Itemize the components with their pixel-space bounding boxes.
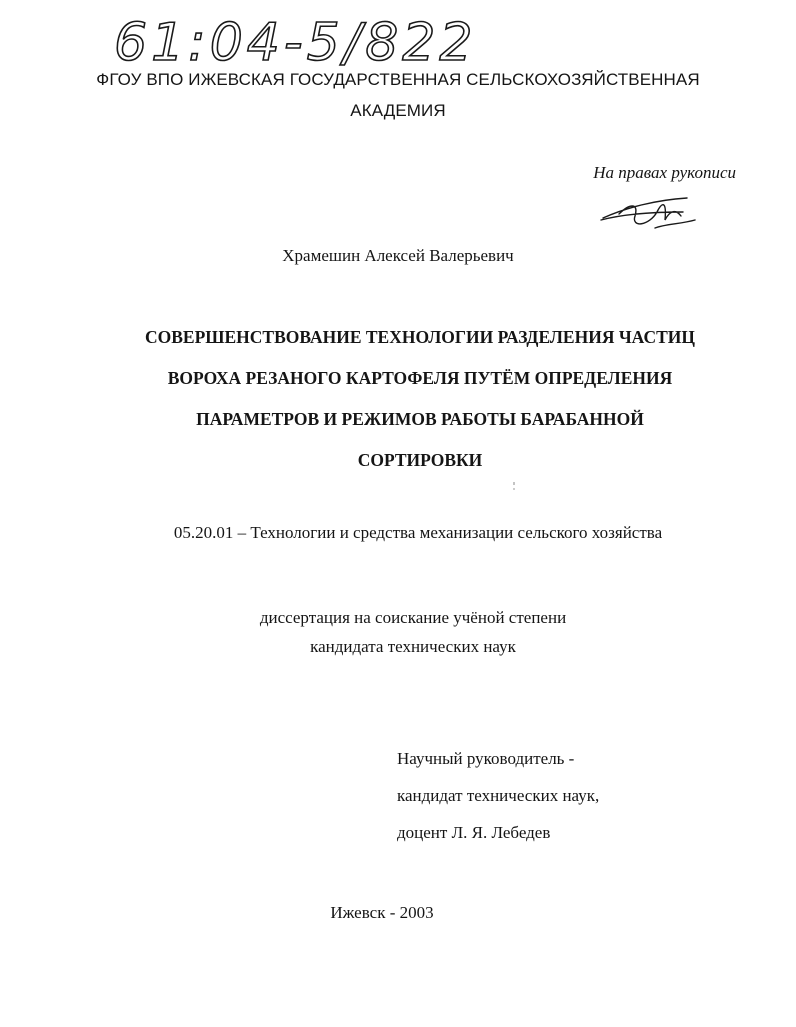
specialty-code: 05.20.01 – Технологии и средства механизации сельского хозяйства bbox=[173, 523, 663, 542]
degree-line-2: кандидата технических наук bbox=[310, 637, 516, 656]
institution-line-2: АКАДЕМИЯ bbox=[350, 101, 446, 120]
handwritten-number-text: 61:04-5/822 bbox=[114, 13, 477, 73]
supervisor-line-2: кандидат технических наук, bbox=[397, 786, 600, 805]
title-line: ПАРАМЕТРОВ И РЕЖИМОВ РАБОТЫ БАРАБАННОЙ bbox=[196, 409, 644, 429]
title-line: СОРТИРОВКИ bbox=[357, 450, 483, 470]
supervisor-line-1: Научный руководитель - bbox=[397, 749, 575, 768]
author-name: Храмешин Алексей Валерьевич bbox=[282, 246, 514, 265]
title-line: СОВЕРШЕНСТВОВАНИЕ ТЕХНОЛОГИИ РАЗДЕЛЕНИЯ ЧАСТИЦ bbox=[145, 327, 695, 347]
institution-header bbox=[0, 64, 796, 126]
manuscript-rights-note: На правах рукописи bbox=[593, 163, 736, 182]
dissertation-title bbox=[0, 317, 796, 481]
signature bbox=[595, 190, 705, 232]
degree-statement bbox=[0, 603, 796, 661]
supervisor-line-3: доцент Л. Я. Лебедев bbox=[397, 823, 551, 842]
city-year: Ижевск - 2003 bbox=[330, 903, 434, 922]
institution-line-1: ФГОУ ВПО ИЖЕВСКАЯ ГОСУДАРСТВЕННАЯ СЕЛЬСКОХОЗЯЙСТВЕННАЯ bbox=[96, 70, 700, 89]
scan-speck bbox=[510, 481, 518, 493]
scientific-supervisor bbox=[397, 740, 599, 851]
title-line: ВОРОХА РЕЗАНОГО КАРТОФЕЛЯ ПУТЁМ ОПРЕДЕЛЕНИЯ bbox=[167, 368, 673, 388]
degree-line-1: диссертация на соискание учёной степени bbox=[259, 608, 567, 627]
